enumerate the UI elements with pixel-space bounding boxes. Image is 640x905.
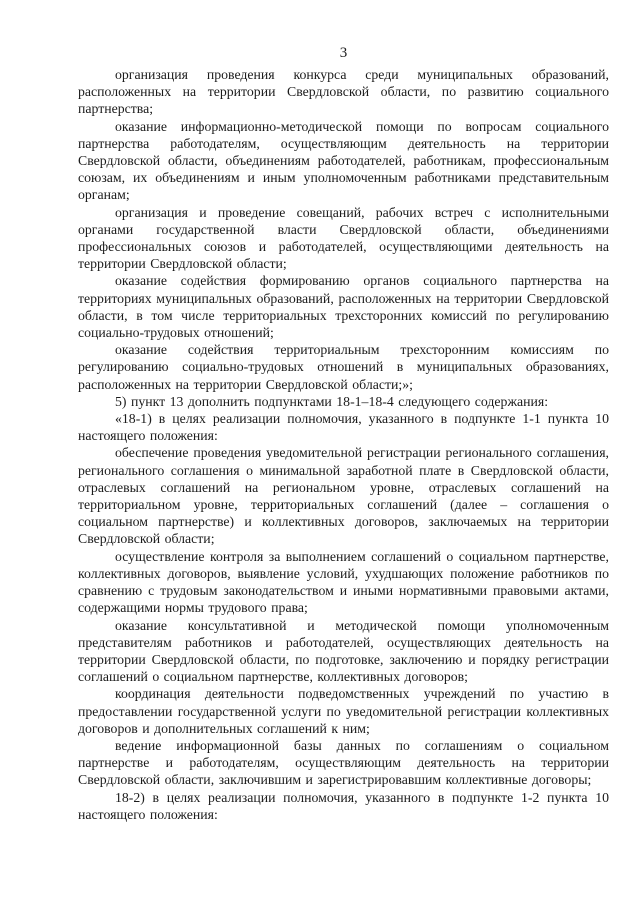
paragraph-18-2-intro: 18-2) в целях реализации полномочия, указанного в подпункте 1-2 пункта 10 настоящего положения: bbox=[78, 789, 609, 822]
paragraph-item-5: 5) пункт 13 дополнить подпунктами 18-1–18-4 следующего содержания: bbox=[115, 393, 549, 409]
paragraph-18-1-intro: «18-1) в целях реализации полномочия, указанного в подпункте 1-1 пункта 10 настоящего положения: bbox=[78, 411, 609, 444]
document-body bbox=[78, 66, 609, 823]
paragraph-coordination: координация деятельности подведомственных учреждений по участию в предоставлении государственной услуги по уведомительной регистрации коллективных договоров и дополнительных соглашений к ним; bbox=[78, 686, 609, 736]
paragraph-info-help: оказание информационно-методической помощи по вопросам социального партнерства работодателям, осуществляющим деятельность на территории Свердловской области, объединениям работодателей, работникам, профессиональным союзам, их объединениям и иным уполномоченным работниками представительным органам; bbox=[78, 118, 609, 203]
paragraph-meetings: организация и проведение совещаний, рабочих встреч с исполнительными органами государственной власти Свердловской области, объединениями профессиональных союзов и работодателей, осуществляющими деятельность на территории Свердловской области; bbox=[78, 204, 609, 272]
paragraph-assist-bodies: оказание содействия формированию органов социального партнерства на территориях муниципальных образований, расположенных на территории Свердловской области, в том числе территориальных трехсторонних комиссий по регулированию социально-трудовых отношений; bbox=[78, 273, 609, 341]
paragraph-registration: обеспечение проведения уведомительной регистрации регионального соглашения, регионального соглашения о минимальной заработной плате в Свердловской области, отраслевых соглашений на региональном уровне, отраслевых соглашений на территориальном уровне, территориальных соглашений (далее – соглашения о социальном партнерстве) и коллективных договоров, заключаемых на территории Свердловской области; bbox=[78, 445, 609, 547]
page-number: 3 bbox=[339, 45, 348, 61]
paragraph-control: осуществление контроля за выполнением соглашений о социальном партнерстве, коллективных договоров, выявление условий, ухудшающих положение работников по сравнению с трудовым законодательством и иными нормативными правовыми актами, содержащими нормы трудового права; bbox=[78, 548, 609, 616]
paragraph-consulting: оказание консультативной и методической помощи уполномоченным представителям работников и работодателей, осуществляющих деятельность на территории Свердловской области, по подготовке, заключению и порядку регистрации соглашений о социальном партнерстве, коллективных договоров; bbox=[78, 617, 609, 685]
paragraph-org-konkurs: организация проведения конкурса среди муниципальных образований, расположенных на территории Свердловской области, по развитию социального партнерства; bbox=[78, 67, 609, 117]
paragraph-database: ведение информационной базы данных по соглашениям о социальном партнерстве и работодателям, осуществляющим деятельность на территории Свердловской области, заключившим и зарегистрировавшим коллективные договоры; bbox=[78, 737, 609, 788]
paragraph-assist-commissions: оказание содействия территориальным трехсторонним комиссиям по регулированию социально-трудовых отношений в муниципальных образованиях, расположенных на территории Свердловской области;»; bbox=[78, 342, 609, 392]
